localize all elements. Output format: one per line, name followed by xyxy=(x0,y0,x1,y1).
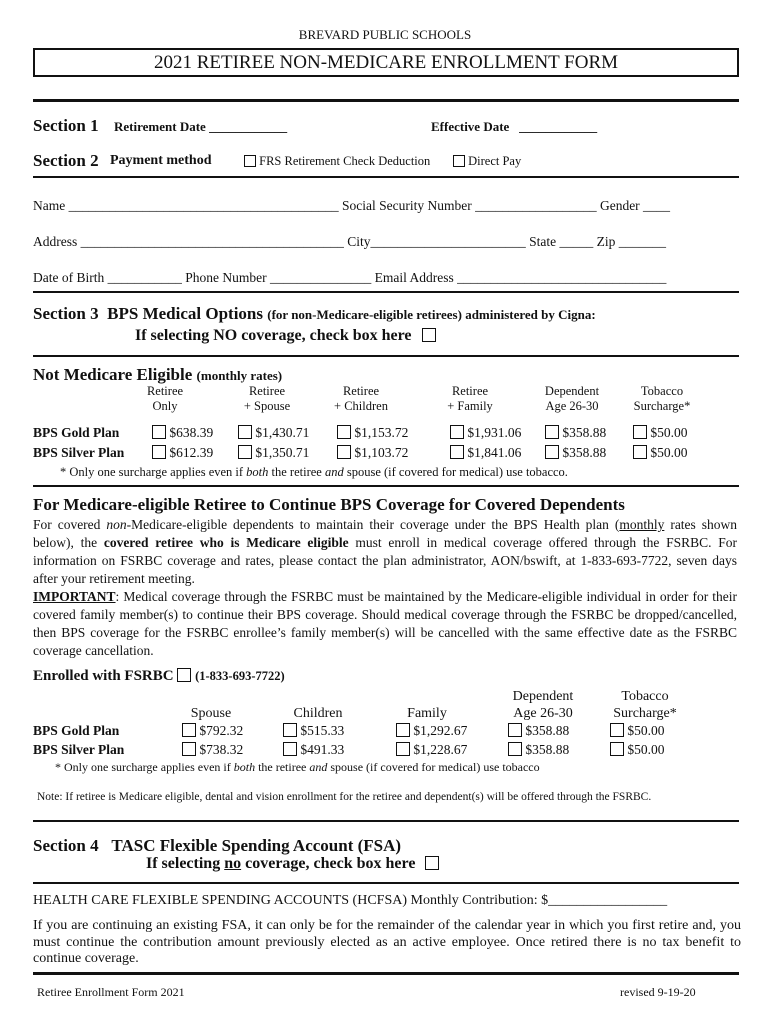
divider xyxy=(33,291,739,293)
rate-checkbox[interactable] xyxy=(545,425,559,439)
section3-title-note: (for non-Medicare-eligible retirees) administered by Cigna: xyxy=(267,307,596,322)
rate-option[interactable]: $50.00 xyxy=(633,425,688,441)
fsa-no-coverage-line: If selecting no coverage, check box here xyxy=(146,855,439,873)
effective-date-field[interactable]: ____________ xyxy=(519,119,598,134)
effective-date-label: Effective Date ____________ xyxy=(431,119,598,134)
rate-option[interactable]: $1,153.72 xyxy=(337,425,408,441)
rate-option[interactable]: $1,103.72 xyxy=(337,445,408,461)
rate-checkbox[interactable] xyxy=(633,425,647,439)
not-medicare-heading: Not Medicare Eligible (monthly rates) xyxy=(33,365,283,384)
no-coverage-line: If selecting NO coverage, check box here xyxy=(135,327,436,345)
form-title-box xyxy=(33,48,739,77)
frs-checkbox[interactable] xyxy=(244,155,256,167)
section2-heading: Section 2 xyxy=(33,151,99,170)
rate-checkbox[interactable] xyxy=(396,723,410,737)
rate-checkbox[interactable] xyxy=(396,742,410,756)
form-title: 2021 RETIREE NON-MEDICARE ENROLLMENT FORM xyxy=(153,52,619,73)
rate-option[interactable]: $612.39 xyxy=(152,445,213,461)
rate-checkbox[interactable] xyxy=(450,445,464,459)
col-header-tobacco: Tobacco Surcharge* xyxy=(633,384,691,413)
rate-checkbox[interactable] xyxy=(508,742,522,756)
rate-checkbox[interactable] xyxy=(610,723,624,737)
divider xyxy=(33,99,739,102)
dental-vision-note: Note: If retiree is Medicare eligible, dental and vision enrollment for the retiree and dependent(s) will be offered through the FSRBC. xyxy=(37,791,652,803)
rate-checkbox[interactable] xyxy=(283,723,297,737)
divider xyxy=(33,485,739,487)
rate-option[interactable]: $50.00 xyxy=(633,445,688,461)
rate-option[interactable]: $1,430.71 xyxy=(238,425,309,441)
fsa-no-coverage-checkbox[interactable] xyxy=(425,856,439,870)
medicare-eligible-paragraph: For covered non-Medicare-eligible dependents to maintain their coverage under the BPS Health plan (monthly rates shown below), the covered retiree who is Medicare eligible must enroll in medical coverage offered through the FSRBC. For information on FSRBC coverage and rates, please contact the plan administrator, AON/bswift, at 1-833-693-7722, seven days after your retirement meeting. xyxy=(33,517,738,586)
surcharge-footnote: * Only one surcharge applies even if both the retiree and spouse (if covered for medical) use tobacco xyxy=(55,760,540,774)
rate-option[interactable]: $1,841.06 xyxy=(450,445,521,461)
rate-checkbox[interactable] xyxy=(182,742,196,756)
rate-checkbox[interactable] xyxy=(337,445,351,459)
payment-method-label: Payment method xyxy=(110,153,212,168)
col-header-dependent: Dependent Age 26-30 xyxy=(512,689,574,721)
fsa-continuation-paragraph: If you are continuing an existing FSA, it can only be for the remainder of the calendar year in which you first retire and, you must continue the contribution amount previously elected as an active employee. Once retired there is no tax benefit to continue coverage. xyxy=(33,918,741,966)
rate-checkbox[interactable] xyxy=(450,425,464,439)
divider xyxy=(33,972,739,975)
col-header-tobacco: Tobacco Surcharge* xyxy=(613,689,677,721)
plan-label-silver: BPS Silver Plan xyxy=(33,445,125,460)
hcfsa-contribution-line[interactable]: HEALTH CARE FLEXIBLE SPENDING ACCOUNTS (HCFSA) Monthly Contribution: $_________________ xyxy=(33,893,668,908)
rate-checkbox[interactable] xyxy=(545,445,559,459)
rate-checkbox[interactable] xyxy=(152,445,166,459)
section3-heading: Section 3 BPS Medical Options (for non-Medicare-eligible retirees) administered by Cigna: xyxy=(33,304,596,323)
rate-checkbox[interactable] xyxy=(238,445,252,459)
col-header-family: Family xyxy=(407,706,447,721)
rate-checkbox[interactable] xyxy=(508,723,522,737)
rate-option[interactable]: $358.88 xyxy=(545,425,606,441)
footer-revision: revised 9-19-20 xyxy=(620,985,696,999)
address-line[interactable]: Address _______________________________________ City_______________________ State _____ Zip _______ xyxy=(33,234,666,249)
plan-label-gold: BPS Gold Plan xyxy=(33,425,120,440)
org-name: BREVARD PUBLIC SCHOOLS xyxy=(298,27,472,42)
rate-checkbox[interactable] xyxy=(633,445,647,459)
rate-option[interactable]: $358.88 xyxy=(545,445,606,461)
rate-option[interactable]: $50.00 xyxy=(610,723,665,739)
medicare-eligible-heading: For Medicare-eligible Retiree to Continue BPS Coverage for Covered Dependents xyxy=(33,495,625,514)
section1-heading: Section 1 xyxy=(33,116,99,135)
direct-pay-checkbox[interactable] xyxy=(453,155,465,167)
retirement-date-label: Retirement Date ____________ xyxy=(114,119,288,134)
surcharge-footnote: * Only one surcharge applies even if both the retiree and spouse (if covered for medical) use tobacco. xyxy=(60,465,568,479)
divider xyxy=(33,355,739,357)
plan-label-silver: BPS Silver Plan xyxy=(33,742,125,757)
section3-title: BPS Medical Options xyxy=(107,304,263,323)
payment-option-direct: Direct Pay xyxy=(453,154,521,169)
rate-checkbox[interactable] xyxy=(238,425,252,439)
rate-option[interactable]: $358.88 xyxy=(508,723,569,739)
dob-phone-email-line[interactable]: Date of Birth ___________ Phone Number _______________ Email Address _______________________________ xyxy=(33,270,667,285)
enrolled-fsrbc-checkbox[interactable] xyxy=(177,668,191,682)
col-header-dependent: Dependent Age 26-30 xyxy=(544,384,600,413)
rate-option[interactable]: $1,931.06 xyxy=(450,425,521,441)
important-paragraph: IMPORTANT: Medical coverage through the FSRBC must be maintained by the Medicare-eligible individual in order for their covered family member(s) to continue their BPS coverage. Should medical coverage through the FSRBC be dropped/cancelled, then BPS coverage for the FSRBC enrollee’s family member(s) will be cancelled with the same effective date as the FSRBC coverage cancellation. xyxy=(33,589,737,658)
rate-option[interactable]: $1,292.67 xyxy=(396,723,467,739)
retirement-date-field[interactable]: ____________ xyxy=(209,119,288,134)
col-header-retiree-children: Retiree + Children xyxy=(334,384,388,413)
rate-option[interactable]: $491.33 xyxy=(283,742,344,758)
rate-option[interactable]: $738.32 xyxy=(182,742,243,758)
footer-form-name: Retiree Enrollment Form 2021 xyxy=(37,985,185,999)
rate-checkbox[interactable] xyxy=(182,723,196,737)
divider xyxy=(33,882,739,884)
rate-option[interactable]: $515.33 xyxy=(283,723,344,739)
col-header-retiree-family: Retiree + Family xyxy=(447,384,493,413)
rate-option[interactable]: $792.32 xyxy=(182,723,243,739)
rate-checkbox[interactable] xyxy=(283,742,297,756)
payment-option-frs: FRS Retirement Check Deduction xyxy=(244,154,430,169)
no-coverage-checkbox[interactable] xyxy=(422,328,436,342)
rate-option[interactable]: $1,228.67 xyxy=(396,742,467,758)
section4-title: TASC Flexible Spending Account (FSA) xyxy=(111,836,402,855)
rate-option[interactable]: $50.00 xyxy=(610,742,665,758)
col-header-children: Children xyxy=(293,706,343,721)
col-header-spouse: Spouse xyxy=(190,706,232,721)
rate-option[interactable]: $358.88 xyxy=(508,742,569,758)
col-header-retiree-only: Retiree Only xyxy=(146,384,184,413)
col-header-retiree-spouse: Retiree + Spouse xyxy=(243,384,291,413)
plan-label-gold: BPS Gold Plan xyxy=(33,723,120,738)
rate-checkbox[interactable] xyxy=(337,425,351,439)
section4-heading: Section 4 TASC Flexible Spending Account (FSA) xyxy=(33,836,402,855)
rate-option[interactable]: $1,350.71 xyxy=(238,445,309,461)
name-ssn-gender-line[interactable]: Name ________________________________________ Social Security Number __________________ Gender ____ xyxy=(33,198,671,213)
enrolled-fsrbc-line: Enrolled with FSRBC (1-833-693-7722) xyxy=(33,668,285,684)
divider xyxy=(33,176,739,178)
divider xyxy=(33,820,739,822)
rate-checkbox[interactable] xyxy=(152,425,166,439)
rate-checkbox[interactable] xyxy=(610,742,624,756)
rate-option[interactable]: $638.39 xyxy=(152,425,213,441)
